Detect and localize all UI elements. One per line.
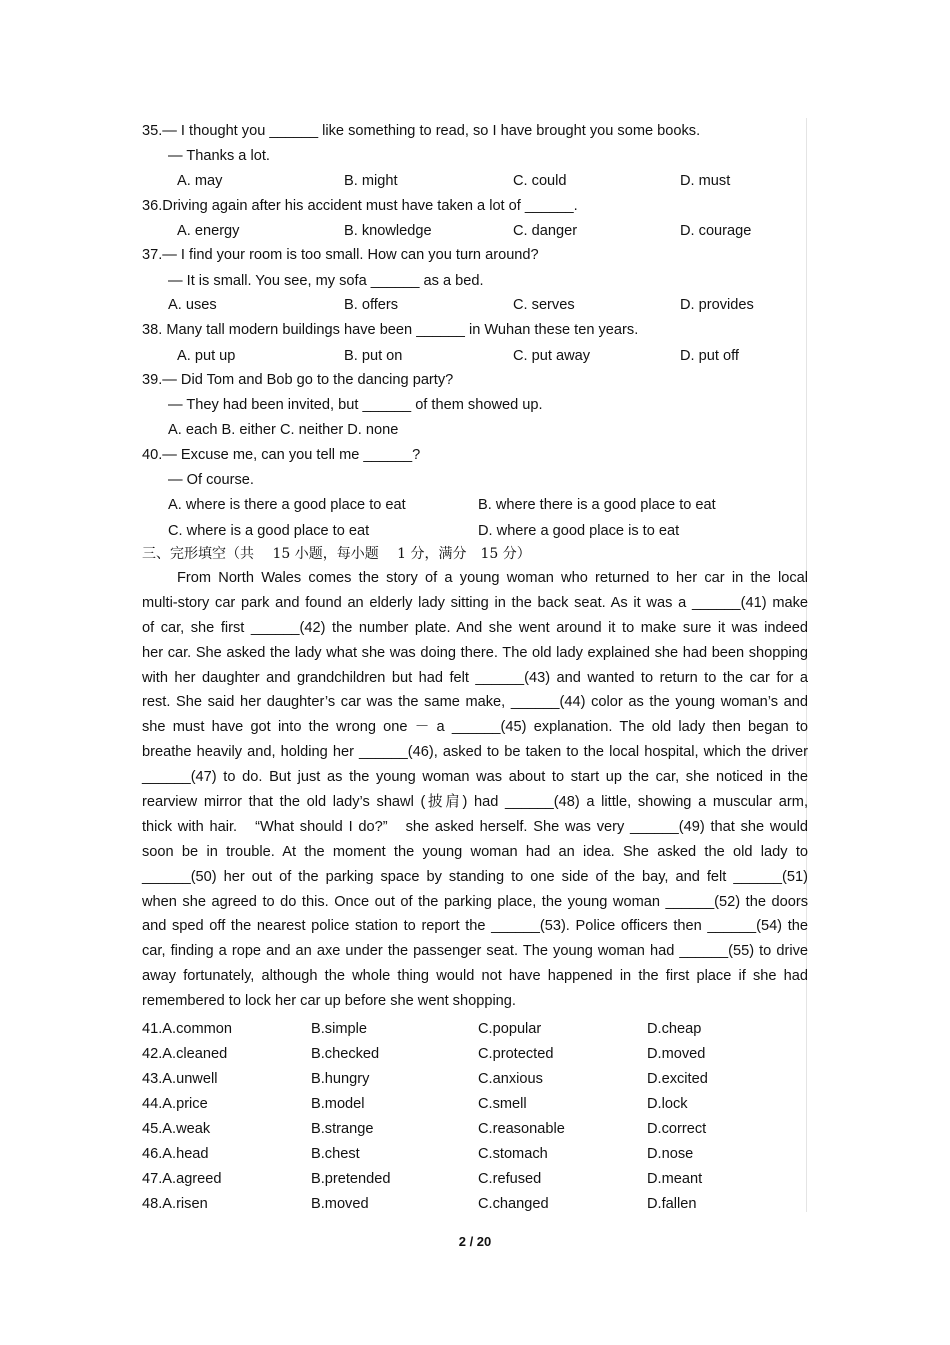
passage-line: soon be in trouble. At the moment the young woman had an idea. She asked the old lady to — [142, 843, 808, 860]
q36-option-d: D. courage — [680, 223, 752, 239]
answer-44-a: 44.A.price — [142, 1096, 208, 1112]
passage-line: her car. She asked the lady what she was doing there. The old lady explained she had been shopping — [142, 644, 808, 661]
answer-44-b: B.model — [311, 1096, 365, 1112]
passage-line: rearview mirror that the old lady’s shawl (披肩) had ______(48) a little, showing a muscular arm, — [142, 794, 808, 811]
q35-option-b: B. might — [344, 173, 398, 189]
passage-line: remembered to lock her car up before she went shopping. — [142, 993, 516, 1010]
answer-45-d: D.correct — [647, 1121, 707, 1137]
question-35-reply: — Thanks a lot. — [168, 148, 270, 164]
answer-42-b: B.checked — [311, 1046, 380, 1062]
answer-42-c: C.protected — [478, 1046, 554, 1062]
q38-option-a: A. put up — [177, 348, 236, 364]
passage-line: ______(50) her out of the parking space by standing to one side of the bay, and felt ______(51) — [142, 868, 808, 885]
answer-43-d: D.excited — [647, 1071, 708, 1087]
answer-45-c: C.reasonable — [478, 1121, 565, 1137]
q36-option-c: C. danger — [513, 223, 578, 239]
question-36-stem: 36.Driving again after his accident must have taken a lot of ______. — [142, 198, 578, 214]
answer-41-b: B.simple — [311, 1021, 367, 1037]
passage-line: ______(47) to do. But just as the young woman was about to start up the car, she noticed in the — [142, 769, 808, 786]
q37-option-c: C. serves — [513, 297, 575, 313]
answer-47-b: B.pretended — [311, 1171, 391, 1187]
q40-option-d: D. where a good place is to eat — [478, 523, 680, 539]
page-number: 2 / 20 — [458, 1234, 492, 1249]
q35-option-c: C. could — [513, 173, 567, 189]
question-35-stem: 35.— I thought you ______ like something to read, so I have brought you some books. — [142, 123, 701, 139]
passage-line: From North Wales comes the story of a young woman who returned to her car in the local — [177, 570, 808, 586]
question-39-stem: 39.— Did Tom and Bob go to the dancing party? — [142, 372, 454, 388]
passage-line: with her daughter and grandchildren but had felt ______(43) and wanted to return to the car for a — [142, 669, 808, 686]
answer-42-a: 42.A.cleaned — [142, 1046, 228, 1062]
q37-option-b: B. offers — [344, 297, 399, 313]
q38-option-d: D. put off — [680, 348, 739, 364]
answer-48-d: D.fallen — [647, 1196, 697, 1212]
question-37-reply: — It is small. You see, my sofa ______ as a bed. — [168, 273, 484, 289]
answer-45-b: B.strange — [311, 1121, 374, 1137]
answer-41-a: 41.A.common — [142, 1021, 233, 1037]
answer-42-d: D.moved — [647, 1046, 706, 1062]
question-39-options: A. each B. either C. neither D. none — [168, 422, 399, 438]
answer-48-b: B.moved — [311, 1196, 369, 1212]
answer-43-c: C.anxious — [478, 1071, 543, 1087]
section-heading-cloze: 三、完形填空（共 15 小题，每小题 1 分，满分 15 分） — [142, 546, 531, 562]
answer-48-a: 48.A.risen — [142, 1196, 208, 1212]
answer-41-c: C.popular — [478, 1021, 542, 1037]
q37-option-d: D. provides — [680, 297, 754, 313]
passage-line: of car, she first ______(42) the number plate. And she went around it to make sure it was indeed — [142, 619, 808, 636]
answer-46-c: C.stomach — [478, 1146, 548, 1162]
passage-line: when she agreed to do this. Once out of the parking place, the young woman ______(52) the doors — [142, 893, 808, 910]
passage-line: breathe heavily and, holding her ______(46), asked to be taken to the local hospital, which the driver — [142, 744, 808, 761]
q38-option-c: C. put away — [513, 348, 591, 364]
question-39-reply: — They had been invited, but ______ of them showed up. — [168, 397, 543, 413]
q40-option-c: C. where is a good place to eat — [168, 523, 370, 539]
answer-41-d: D.cheap — [647, 1021, 702, 1037]
passage-line: car, finding a rope and an axe under the passenger seat. The young woman had ______(55) to drive — [142, 943, 808, 960]
q40-option-b: B. where there is a good place to eat — [478, 497, 716, 513]
answer-44-c: C.smell — [478, 1096, 527, 1112]
question-37-stem: 37.— I find your room is too small. How can you turn around? — [142, 247, 539, 263]
answer-45-a: 45.A.weak — [142, 1121, 211, 1137]
answer-47-c: C.refused — [478, 1171, 542, 1187]
answer-47-d: D.meant — [647, 1171, 703, 1187]
passage-line: multi-story car park and found an elderly lady sitting in the back seat. As it was a ______(41) make — [142, 594, 808, 611]
answer-46-b: B.chest — [311, 1146, 360, 1162]
q38-option-b: B. put on — [344, 348, 403, 364]
q35-option-d: D. must — [680, 173, 731, 189]
answer-43-b: B.hungry — [311, 1071, 370, 1087]
answer-44-d: D.lock — [647, 1096, 688, 1112]
answer-46-d: D.nose — [647, 1146, 694, 1162]
q36-option-b: B. knowledge — [344, 223, 432, 239]
cloze-passage — [142, 566, 808, 1014]
passage-line: she must have got into the wrong one － a ______(45) explanation. The old lady then began to — [142, 719, 808, 736]
question-40-stem: 40.— Excuse me, can you tell me ______? — [142, 447, 421, 463]
passage-line: and sped off the nearest police station to report the ______(53). Police officers then ______(54) the — [142, 918, 808, 935]
q40-option-a: A. where is there a good place to eat — [168, 497, 406, 513]
answer-43-a: 43.A.unwell — [142, 1071, 218, 1087]
q37-option-a: A. uses — [168, 297, 217, 313]
answer-47-a: 47.A.agreed — [142, 1171, 222, 1187]
passage-line: away fortunately, although the whole thing would not have happened in the first place if she had — [142, 968, 808, 985]
answer-46-a: 46.A.head — [142, 1146, 209, 1162]
question-38-stem: 38. Many tall modern buildings have been ______ in Wuhan these ten years. — [142, 322, 639, 338]
q35-option-a: A. may — [177, 173, 223, 189]
passage-line: thick with hair. “What should I do?” she asked herself. She was very ______(49) that she would — [142, 818, 808, 835]
q36-option-a: A. energy — [177, 223, 240, 239]
passage-line: rest. She said her daughter’s car was the same make, ______(44) color as the young woman’s and — [142, 694, 808, 711]
question-40-reply: — Of course. — [168, 472, 254, 488]
answer-48-c: C.changed — [478, 1196, 549, 1212]
